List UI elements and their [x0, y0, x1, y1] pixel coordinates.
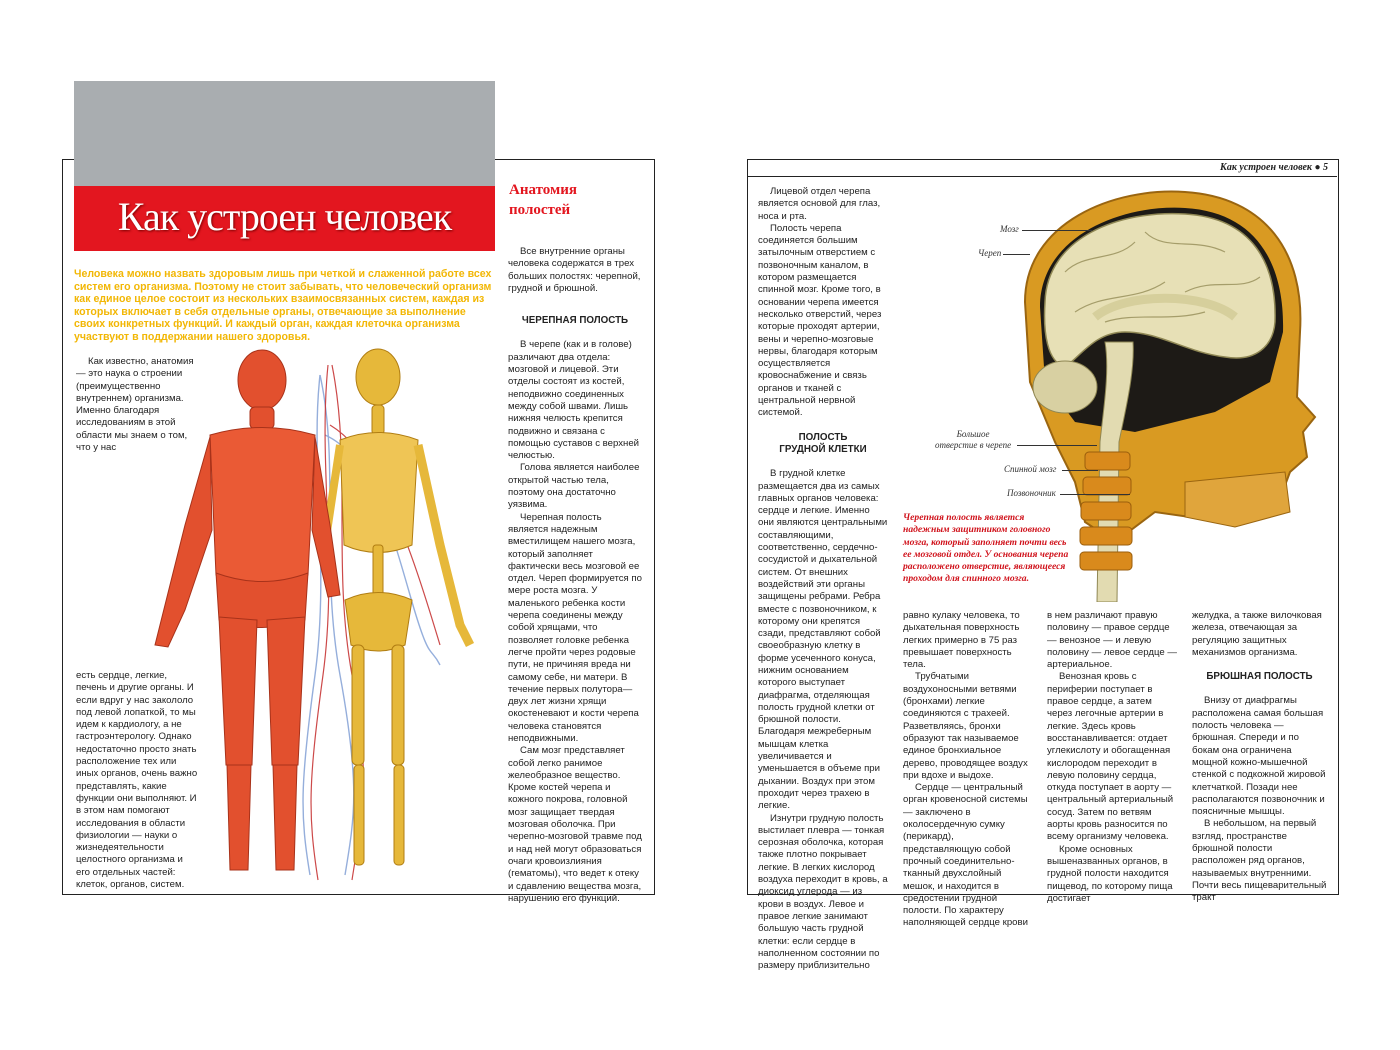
right-col2	[903, 610, 1031, 930]
right-col4-p1: желудка, а также вилочковая железа, отвечающая за регуляцию защитных механизмов организма.	[1192, 610, 1322, 658]
right-col2-p1: равно кулаку человека, то дыхательная поверхность легких примерно в 75 раз превышает поверхность тела.	[903, 610, 1020, 671]
right-col4-p3: В небольшом, на первый взгляд, пространстве брюшной полости расположен ряд органов, называемых внутренними. Почти весь пищеварительный тракт	[1192, 818, 1327, 904]
left-col1-bottom	[76, 670, 198, 891]
right-col1	[758, 186, 888, 972]
bullet-icon: ●	[1314, 162, 1321, 173]
left-col2-p2: В черепе (как и в голове) различают два отдела: мозговой и лицевой. Эти отделы состоят из костей, неподвижно соединенных между собой швами. Лишь нижняя челюсть крепится подвижно и связана с помощью суставов с верхней челюстью.	[508, 339, 640, 462]
leader-line-spine	[1060, 494, 1130, 495]
right-col2-p3: Сердце — центральный орган кровеносной системы — заключено в околосердечную сумку (перикард), представляющую собой прочный соединительно-тканный двухслойный мешок, и находится в средостении грудной полости. По характеру наполняющей сердце крови	[903, 782, 1028, 929]
right-col3-p2: Венозная кровь с периферии поступает в правое сердце, а затем через легочные артерии в легкие. Здесь кровь восстанавливается: отдает углекислоту и обогащенная кислородом переходит в левую половину сердца, откуда поступает в аорту — центральный артериальный сосуд. Затем по ветвям аорты кровь разносится по всему организму человека.	[1047, 671, 1174, 843]
running-header-title: Как устроен человек	[1220, 162, 1312, 173]
right-col3	[1047, 610, 1177, 905]
running-header	[1100, 162, 1328, 173]
section-title	[509, 180, 649, 220]
right-col3-p3: Кроме основных вышеназванных органов, в грудной полости находится пищевод, по которому пища достигает	[1047, 843, 1173, 904]
right-col2-p2: Трубчатыми воздухоносными ветвями (бронхами) легкие соединяются с трахеей. Разветвляясь, бронхи образуют так называемое единое бронхиальное дерево, проводящее воздух при вдохе и выдохе.	[903, 671, 1028, 781]
label-foramen-line1: Большое	[956, 429, 990, 439]
left-col2-p5: Сам мозг представляет собой легко ранимое желеобразное вещество. Кроме костей черепа и кожного покрова, головной мозг защищает твердая мозговая оболочка. При черепно-мозговой травме под и над ней могут образоваться очаги кровоизлияния (гематомы), что ведет к отеку и сдавлению вещества мозга, нарушению его функций.	[508, 745, 642, 904]
left-col2-p1: Все внутренние органы человека содержатся в трех больших полостях: черепной, грудной и брюшной.	[508, 246, 641, 294]
chest-cavity-heading	[758, 432, 888, 457]
label-foramen-line2: отверстие в черепе	[935, 440, 1012, 450]
right-col4	[1192, 610, 1327, 905]
label-foramen	[935, 429, 1011, 451]
section-title-line2: полостей	[509, 202, 571, 218]
right-col1-p1: Лицевой отдел черепа является основой для глаз, носа и рта.	[758, 186, 881, 222]
right-col3-p1: в нем различают правую половину — правое сердце — венозное — и левую половину — левое сердце — артериальное.	[1047, 610, 1177, 671]
gray-header-band	[74, 81, 495, 186]
left-col2-p4: Черепная полость является надежным вместилищем нашего мозга, который заполняет фактически весь мозговой ее отдел. Череп формируется по мере роста мозга. У маленького ребенка кости черепа соединены между собой хрящами, что позволяет головке ребенка легче пройти через родовые пути, не причиняя вреда ни самому себе, ни матери. В течение первых полутора—двух лет жизни хрящи окостеневают и кости черепа человека становятся неподвижными.	[508, 511, 642, 744]
label-spinal-cord: Спинной мозг	[1004, 464, 1057, 474]
leader-line-brain	[1022, 230, 1092, 231]
page-title: Как устроен человек	[117, 194, 452, 239]
cranial-cavity-heading: ЧЕРЕПНАЯ ПОЛОСТЬ	[521, 315, 629, 327]
intro-paragraph: Человека можно назвать здоровым лишь при четкой и слаженной работе всех систем его организма. Поэтому не стоит забывать, что человеческий организм как единое целое состоит из нескольких взаимосвязанных систем, каждая из которых включает в себя отдельные органы, отвечающие за выполнение своих конкретных функций. И каждый орган, каждая клеточка организма участвуют в поддержании нашего здоровья.	[74, 268, 492, 343]
figure-caption: Черепная полость является надежным защитником головного мозга, который заполняет почти весь ее мозговой отдел. У основания черепа расположено отверстие, являющееся проходом для спинного мозга.	[903, 512, 1069, 585]
left-col1-bottom-text: есть сердце, легкие, печень и другие органы. И если вдруг у нас закололо под левой лопаткой, то мы идем к кардиологу, а не гастроэнтерологу. Однако недостаточно просто знать расположение тех или иных органов, очень важно представлять, какие функции они выполняют. И в этом нам помогают исследования в области физиологии — науки о жизнедеятельности целостного организма и его отдельных частей: клеток, органов, систем.	[76, 670, 198, 891]
right-col1-p3: В грудной клетке размещается два из самых главных органов человека: сердце и легкие. Именно они являются центральными составляющими, соответственно, сердечно-сосудистой и дыхательной систем. От внешних воздействий эти органы защищены ребрами. Ребра вместе с позвоночником, к которому они крепятся сзади, представляют собой своеобразную клетку в форме усеченного конуса, нижним основанием которого выступает диафрагма, отделяющая полость грудной клетки от брюшной полости. Благодаря межреберным мышцам клетка увеличивается и уменьшается в объеме при дыхании. Воздух при этом проходит через трахею в легкие.	[758, 468, 888, 812]
left-col2	[508, 246, 642, 905]
left-col2-p3: Голова является наиболее открытой частью тела, поэтому она достаточно уязвима.	[508, 462, 640, 511]
right-col4-p2: Внизу от диафрагмы расположена самая большая полость человека — брюшная. Спереди и по бокам она ограничена мощной кожно-мышечной стенкой с подкожной жировой клетчаткой. Позади нее располагаются позвоночник и поясничные мышцы.	[1192, 695, 1326, 818]
chest-cavity-heading-line2: ГРУДНОЙ КЛЕТКИ	[779, 443, 867, 455]
page-number: 5	[1323, 162, 1328, 173]
header-rule	[747, 176, 1337, 177]
label-skull: Череп	[978, 248, 1002, 258]
chest-cavity-heading-line1: ПОЛОСТЬ	[798, 431, 848, 443]
abdominal-cavity-heading: БРЮШНАЯ ПОЛОСТЬ	[1206, 671, 1313, 683]
leader-line-foramen	[1017, 445, 1097, 446]
right-col1-p4: Изнутри грудную полость выстилает плевра — тонкая серозная оболочка, которая также плотно покрывает легкие. В легких кислород воздуха переходит в кровь, а диоксид углерода — из крови в воздух. Левое и правое легкие занимают большую часть грудной клетки: если сердце в наполненном состоянии по размеру приблизительно	[758, 812, 888, 972]
section-title-line1: Анатомия	[509, 182, 577, 198]
label-brain: Мозг	[1000, 224, 1019, 234]
leader-line-spinal-cord	[1062, 470, 1098, 471]
label-spine: Позвоночник	[1007, 488, 1056, 498]
right-col1-p2: Полость черепа соединяется большим затылочным отверстием с позвоночным каналом, в котором размещается спинной мозг. Кроме того, в основании черепа имеется несколько отверстий, через которые проходят артерии, вены и черепно-мозговые нервы, благодаря которым осуществляется кровоснабжение и связь органов и тканей с центральной нервной системой.	[758, 222, 882, 419]
left-col1-top-text: Как известно, анатомия — это наука о строении (преимущественно внутреннем) организма. Именно благодаря исследованиям в этой области мы знаем о том, что у нас	[76, 356, 194, 454]
leader-line-skull	[1003, 254, 1030, 255]
